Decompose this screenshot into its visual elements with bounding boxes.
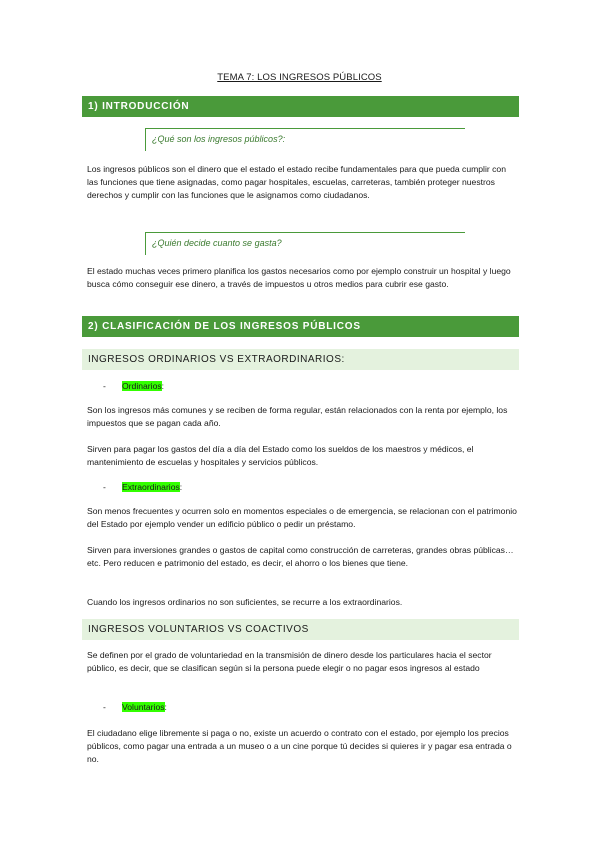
paragraph-voluntarios-1: El ciudadano elige libremente si paga o no, existe un acuerdo o contrato con el estado, por ejemplo los precios públicos, como pagar una entrada a un museo o a un cine porque tú decides si quieres ir y pagar esa entrada o no. (87, 728, 512, 765)
paragraph-voluntarios-intro: Se definen por el grado de voluntariedad en la transmisión de dinero desde los particulares hacia el sector público, es decir, que se clasifican según si la persona puede elegir o no pagar esos ingresos al estado (87, 650, 492, 674)
section-heading-clasificacion: 2) CLASIFICACIÓN DE LOS INGRESOS PÚBLICOS (82, 316, 519, 337)
paragraph-intro-2: El estado muchas veces primero planifica los gastos necesarios como por ejemplo construir un hospital y luego busca cómo conseguir ese dinero, a través de impuestos u otros medios para cubrir ese gasto. (87, 266, 511, 290)
bullet-dash: - (103, 381, 106, 391)
paragraph-ordinarios-1: Son los ingresos más comunes y se reciben de forma regular, están relacionados con la renta por ejemplo, los impuestos que se pagan cada año. (87, 405, 508, 429)
bullet-colon: : (161, 381, 165, 391)
paragraph-ordinarios-2: Sirven para pagar los gastos del día a día del Estado como los sueldos de los maestros y médicos, el mantenimiento de escuelas y hospitales y servicios públicos. (87, 444, 474, 468)
highlighted-term: Ordinarios (122, 381, 162, 391)
question-callout-2: ¿Quién decide cuanto se gasta? (145, 232, 465, 255)
paragraph-intro-1: Los ingresos públicos son el dinero que el estado el estado recibe fundamentales para que pueda cumplir con las funciones que tiene asignadas, como pagar hospitales, escuelas, carreteras, también proteger nuestros derechos y cumplir con las funciones que le asignamos como ciudadanos. (87, 164, 506, 201)
subheading-voluntarios-coactivos: INGRESOS VOLUNTARIOS VS COACTIVOS (82, 619, 519, 640)
subheading-ordinarios-extraordinarios: INGRESOS ORDINARIOS VS EXTRAORDINARIOS: (82, 349, 519, 370)
bullet-voluntarios (103, 701, 167, 714)
bullet-colon: : (179, 482, 183, 492)
paragraph-extraordinarios-2: Sirven para inversiones grandes o gastos de capital como construcción de carreteras, grandes obras públicas…etc. Pero reducen e patrimonio del estado, es decir, el ahorro o los bienes que tiene. (87, 545, 514, 569)
paragraph-extraordinarios-3: Cuando los ingresos ordinarios no son suficientes, se recurre a los extraordinarios. (87, 597, 403, 607)
bullet-dash: - (103, 482, 106, 492)
bullet-extraordinarios (103, 481, 182, 494)
bullet-colon: : (164, 702, 167, 712)
paragraph-extraordinarios-1: Son menos frecuentes y ocurren solo en momentos especiales o de emergencia, se relacionan con el patrimonio del Estado por ejemplo vender un edificio público o pedir un préstamo. (87, 506, 517, 530)
highlighted-term: Extraordinarios (122, 482, 180, 492)
highlighted-term: Voluntarios (122, 702, 165, 712)
question-callout-1: ¿Qué son los ingresos públicos?: (145, 128, 465, 151)
bullet-dash: - (103, 702, 106, 712)
page-title: TEMA 7: LOS INGRESOS PÚBLICOS (217, 72, 382, 83)
section-heading-introduccion: 1) INTRODUCCIÓN (82, 96, 519, 117)
bullet-ordinarios (103, 380, 164, 393)
